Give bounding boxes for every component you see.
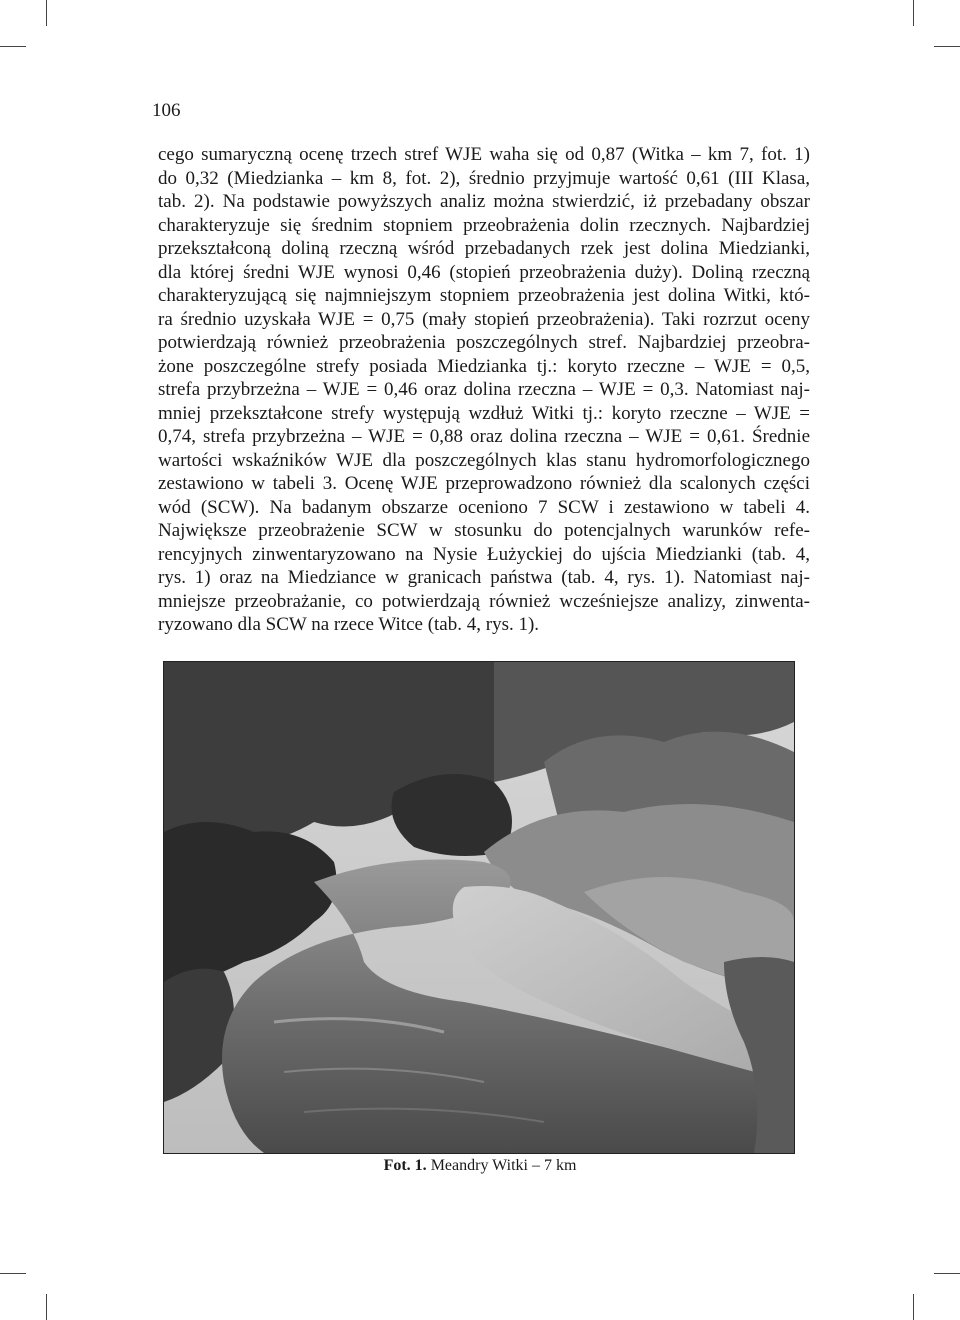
figure-caption-text: Meandry Witki – 7 km [430,1157,577,1174]
crop-mark-bottom-right-h [934,1273,960,1274]
figure-label: Fot. 1. [383,1157,427,1174]
body-line: mniej przekształcone strefy występują wzdłuż Witki tj.: koryto rzeczne – WJE = [158,402,810,424]
body-line: wód (SCW). Na badanym obszarze oceniono 7 SCW i zestawiono w tabeli 4. [158,496,810,518]
page-number: 106 [152,100,181,121]
body-line: ra średnio uzyskała WJE = 0,75 (mały stopień przeobrażenia). Taki rozrzut oceny [158,308,810,330]
body-line: żone poszczególne strefy posiada Miedzianka tj.: koryto rzeczne – WJE = 0,5, [158,355,810,377]
crop-mark-bottom-left-h [0,1273,26,1274]
photo-illustration [164,662,794,1153]
crop-mark-top-left [46,0,47,26]
body-line: ryzowano dla SCW na rzece Witce (tab. 4, rys. 1). [158,614,540,635]
body-line: przekształconą doliną rzeczną wśród przebadanych rzek jest dolina Miedzianki, [158,238,810,259]
body-text [158,143,810,637]
body-line: do 0,32 (Miedzianka – km 8, fot. 2), średnio przyjmuje wartość 0,61 (III Klasa, [158,167,810,189]
body-line: 0,74, strefa przybrzeżna – WJE = 0,88 oraz dolina rzeczna – WJE = 0,61. Średnie [158,426,810,447]
body-line: rys. 1) oraz na Miedziance w granicach państwa (tab. 4, rys. 1). Natomiast naj- [158,567,810,588]
body-line: charakteryzuje się średnim stopniem przeobrażenia dolin rzecznych. Najbardziej [158,214,810,236]
body-line: tab. 2). Na podstawie powyższych analiz można stwierdzić, iż przebadany obszar [158,191,810,212]
body-line: cego sumaryczną ocenę trzech stref WJE waha się od 0,87 (Witka – km 7, fot. 1) [158,144,810,165]
body-line: mniejsze przeobrażanie, co potwierdzają również wcześniejsze analizy, zinwenta- [158,590,810,612]
body-line: potwierdzają również przeobrażenia poszczególnych stref. Najbardziej przeobra- [158,332,810,353]
body-line: wartości wskaźników WJE dla poszczególnych klas stanu hydromorfologicznego [158,449,810,471]
crop-mark-bottom-right [913,1294,914,1320]
figure-caption [0,1156,960,1176]
crop-mark-top-left-h [0,46,26,47]
body-line: dla której średni WJE wynosi 0,46 (stopień przeobrażenia duży). Doliną rzeczną [158,261,810,283]
crop-mark-top-right [913,0,914,26]
body-line: strefa przybrzeżna – WJE = 0,46 oraz dolina rzeczna – WJE = 0,3. Natomiast naj- [158,379,810,400]
river-meander-photo [163,661,795,1154]
crop-mark-bottom-left [46,1294,47,1320]
body-line: charakteryzującą się najmniejszym stopniem przeobrażenia jest dolina Witki, któ- [158,285,810,306]
body-line: Największe przeobrażenie SCW w stosunku do potencjalnych warunków refe- [158,520,810,541]
body-line: rencyjnych zinwentaryzowano na Nysie Łużyckiej do ujścia Miedzianki (tab. 4, [158,543,810,565]
body-line: zestawiono w tabeli 3. Ocenę WJE przeprowadzono również dla scalonych części [158,473,810,494]
crop-mark-top-right-h [934,46,960,47]
